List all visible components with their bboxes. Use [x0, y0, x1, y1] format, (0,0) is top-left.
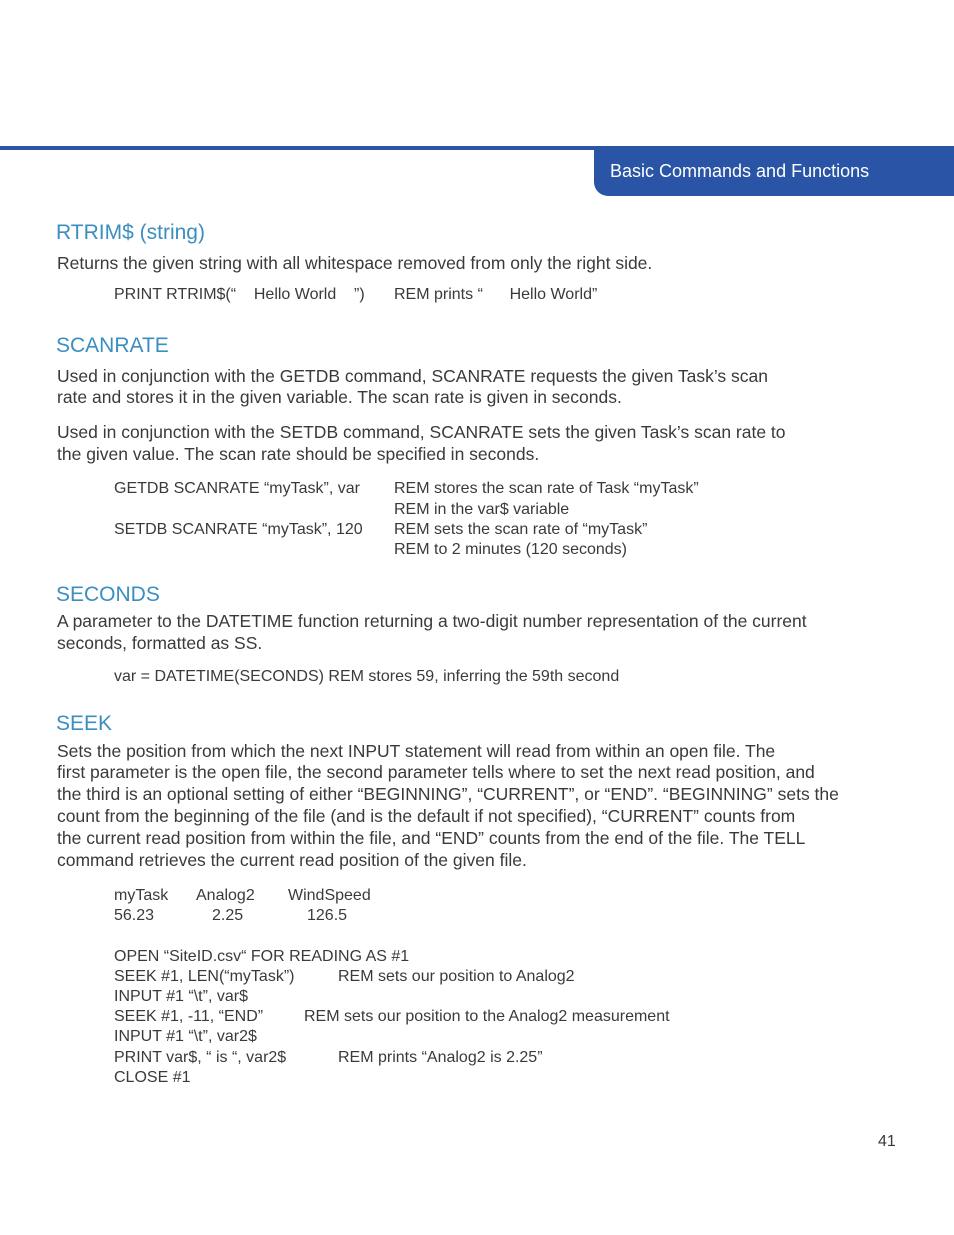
seek-code-open: OPEN “SiteID.csv“ FOR READING AS #1 [114, 948, 410, 965]
scanrate-paragraph-2-line-2: the given value. The scan rate should be specified in seconds. [57, 444, 540, 464]
seek-paragraph-line-6: command retrieves the current read position of the given file. [57, 850, 527, 870]
seek-code-input-2: INPUT #1 “\t”, var2$ [114, 1028, 257, 1045]
rtrim-heading: RTRIM$ (string) [56, 221, 205, 244]
seek-code-seek-2-rem: REM sets our position to the Analog2 measurement [304, 1008, 670, 1025]
scanrate-rem-getdb-2: REM in the var$ variable [394, 501, 570, 518]
seek-paragraph-line-4: count from the beginning of the file (and is the default if not specified), “CURRENT” counts from [57, 806, 796, 826]
scanrate-paragraph-1-line-1: Used in conjunction with the GETDB command, SCANRATE requests the given Task’s scan [57, 366, 769, 386]
seek-table-header-col-1: myTask [114, 887, 169, 904]
section-tab: Basic Commands and Functions [594, 146, 954, 196]
seek-table-cell-2: 2.25 [212, 907, 244, 924]
seek-table-cell-1: 56.23 [114, 907, 155, 924]
scanrate-code-setdb: SETDB SCANRATE “myTask”, 120 [114, 521, 363, 538]
seek-table-cell-3: 126.5 [307, 907, 348, 924]
seek-code-seek-1: SEEK #1, LEN(“myTask”) [114, 968, 295, 985]
seek-code-seek-2: SEEK #1, -11, “END” [114, 1008, 264, 1025]
seek-paragraph-line-3: the third is an optional setting of either “BEGINNING”, “CURRENT”, or “END”. “BEGINNING” sets the [57, 784, 839, 804]
rtrim-code: PRINT RTRIM$(“ Hello World ”) [114, 286, 365, 303]
seek-code-print-rem: REM prints “Analog2 is 2.25” [338, 1049, 543, 1066]
rtrim-description: Returns the given string with all whitespace removed from only the right side. [57, 253, 653, 273]
seek-code-seek-1-rem: REM sets our position to Analog2 [338, 968, 575, 985]
seek-paragraph-line-2: first parameter is the open file, the second parameter tells where to set the next read position, and [57, 762, 815, 782]
page-number: 41 [878, 1133, 896, 1150]
seek-code-input-1: INPUT #1 “\t”, var$ [114, 988, 248, 1005]
scanrate-rem-getdb-1: REM stores the scan rate of Task “myTask” [394, 480, 699, 497]
seek-table-header-col-2: Analog2 [196, 887, 255, 904]
seconds-paragraph-line-2: seconds, formatted as SS. [57, 633, 263, 653]
seek-code-close: CLOSE #1 [114, 1069, 191, 1086]
seek-paragraph-line-1: Sets the position from which the next INPUT statement will read from within an open file. The [57, 741, 776, 761]
seconds-code: var = DATETIME(SECONDS) REM stores 59, inferring the 59th second [114, 668, 620, 685]
seconds-paragraph-line-1: A parameter to the DATETIME function returning a two-digit number representation of the current [57, 611, 807, 631]
scanrate-rem-setdb-2: REM to 2 minutes (120 seconds) [394, 541, 627, 558]
seek-heading: SEEK [56, 712, 113, 735]
rtrim-code-rem: REM prints “ Hello World” [394, 286, 598, 303]
seconds-heading: SECONDS [56, 583, 160, 606]
scanrate-paragraph-1-line-2: rate and stores it in the given variable. The scan rate is given in seconds. [57, 387, 622, 407]
seek-paragraph-line-5: the current read position from within the file, and “END” counts from the end of the file. The TELL [57, 828, 806, 848]
scanrate-code-getdb: GETDB SCANRATE “myTask”, var [114, 480, 360, 497]
seek-code-print: PRINT var$, “ is “, var2$ [114, 1049, 287, 1066]
scanrate-heading: SCANRATE [56, 334, 169, 357]
scanrate-rem-setdb-1: REM sets the scan rate of “myTask” [394, 521, 648, 538]
scanrate-paragraph-2-line-1: Used in conjunction with the SETDB command, SCANRATE sets the given Task’s scan rate to [57, 422, 786, 442]
seek-table-header-col-3: WindSpeed [288, 887, 371, 904]
